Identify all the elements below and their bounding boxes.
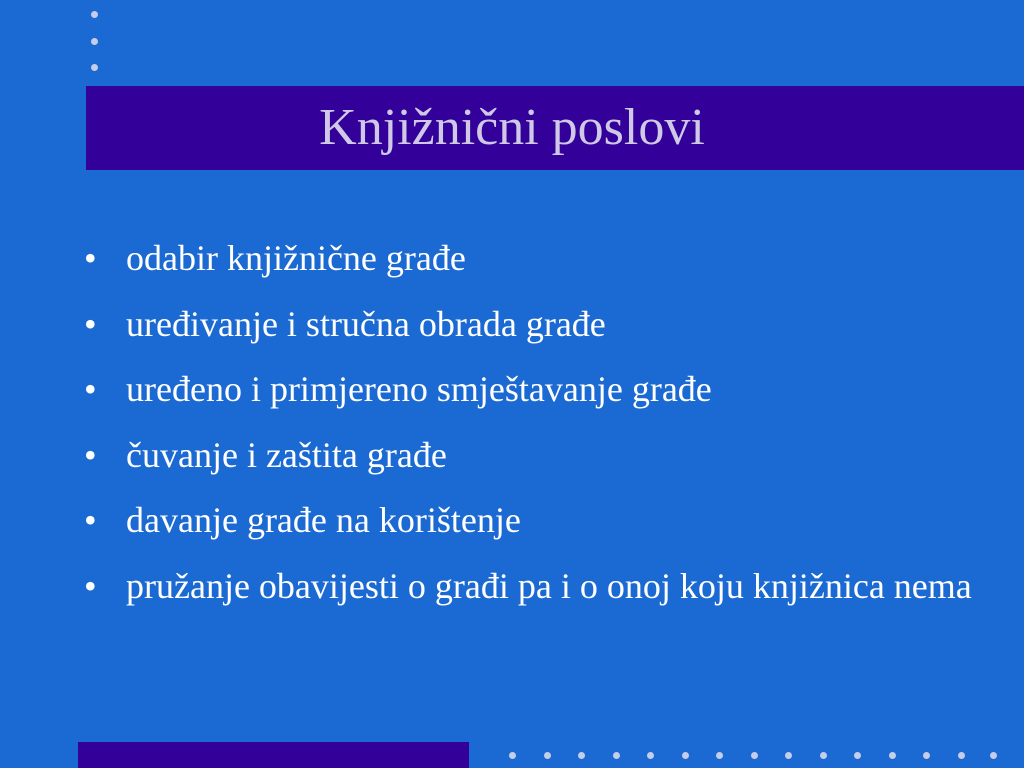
- decorative-dot: [647, 752, 654, 759]
- bullet-marker: [84, 498, 108, 543]
- bullet-item: [84, 433, 984, 478]
- bullet-marker: [84, 564, 108, 609]
- decorative-dot: [785, 752, 792, 759]
- bullet-item: [84, 498, 984, 543]
- decorative-dot: [91, 11, 98, 18]
- bullet-marker: [84, 302, 108, 347]
- bullet-text: davanje građe na korištenje: [126, 500, 521, 540]
- bullet-item: [84, 302, 984, 347]
- decorative-dot: [91, 38, 98, 45]
- bottom-bar: [78, 742, 469, 768]
- bullet-item: [84, 367, 984, 412]
- bullet-list: [84, 236, 984, 629]
- decorative-dot: [923, 752, 930, 759]
- bullet-item: [84, 236, 984, 281]
- bullet-text: odabir knjižnične građe: [126, 238, 466, 278]
- decorative-dot: [889, 752, 896, 759]
- decorative-dot: [613, 752, 620, 759]
- decorative-dot: [682, 752, 689, 759]
- decorative-dot: [578, 752, 585, 759]
- slide-title: Knjižnični poslovi: [319, 99, 705, 156]
- decorative-dot: [820, 752, 827, 759]
- bullet-marker: [84, 236, 108, 281]
- decorative-dot: [91, 64, 98, 71]
- decorative-dot: [958, 752, 965, 759]
- decorative-dot: [751, 752, 758, 759]
- bullet-item: [84, 564, 984, 609]
- bullet-text: uređeno i primjereno smještavanje građe: [126, 369, 712, 409]
- decorative-dot: [854, 752, 861, 759]
- bullet-marker: [84, 433, 108, 478]
- bullet-text: čuvanje i zaštita građe: [126, 434, 447, 475]
- decorative-dot: [509, 752, 516, 759]
- bullet-text: pružanje obavijesti o građi pa i o onoj koju knjižnica nema: [126, 565, 972, 606]
- decorative-dot: [544, 752, 551, 759]
- bullet-marker: [84, 367, 108, 412]
- bullet-text: uređivanje i stručna obrada građe: [126, 303, 606, 344]
- decorative-dot: [990, 752, 997, 759]
- decorative-dot: [716, 752, 723, 759]
